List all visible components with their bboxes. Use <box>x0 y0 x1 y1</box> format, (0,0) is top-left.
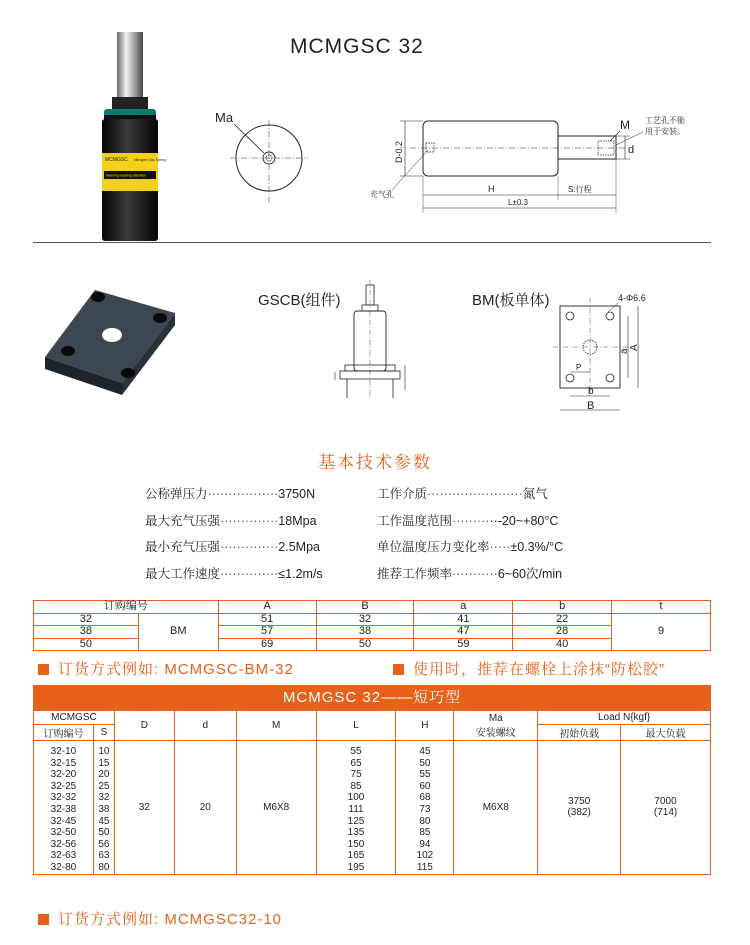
param-item: 工作介质·······················氮气 <box>377 487 548 501</box>
charge-hole-label: 充气孔 <box>370 190 394 199</box>
th-order-code: 订购编号 <box>34 601 219 614</box>
th-s: S <box>93 725 114 741</box>
gscb-label: GSCB(组件) <box>258 292 341 309</box>
cell-d: 20 <box>174 741 236 875</box>
param-item: 工作温度范围···········-20~+80°C <box>377 513 559 528</box>
cell-a-big: 69 <box>218 638 316 651</box>
th-d: d <box>174 711 236 741</box>
tip-line: 使用时，推荐在螺栓上涂抹“防松胶” <box>393 658 665 679</box>
param-item: 公称弹压力·················3750N <box>145 487 316 501</box>
ma-label: Ma <box>215 110 234 125</box>
th-mcmgsc: MCMGSC <box>34 711 115 725</box>
product-brand: MCMGSC <box>105 157 128 163</box>
th-a-big: A <box>218 601 316 614</box>
note-line-2: 用于安装。 <box>645 127 685 136</box>
param-item: 最小充气压强··············2.5Mpa <box>145 540 320 555</box>
th-D: D <box>114 711 174 741</box>
cell-init-load: 3750 (382) <box>538 741 621 875</box>
bm-plate-drawing <box>548 288 673 420</box>
divider-line <box>33 242 711 243</box>
ma-end-view-drawing <box>210 108 320 213</box>
gas-spring-photo <box>90 25 170 245</box>
th-t: t <box>612 601 711 614</box>
note-line-1: 工艺孔不能 <box>645 116 685 125</box>
th-M: M <box>236 711 316 741</box>
params-title: 基本技术参数 <box>318 453 432 472</box>
cell-max-load: 7000 (714) <box>621 741 711 875</box>
cell-model: BM <box>138 613 218 651</box>
table-header-row <box>34 711 711 725</box>
product-warning: Warning-reading attention <box>106 173 147 178</box>
th-code: 订购编号 <box>34 725 94 741</box>
bullet-square-icon <box>393 664 404 675</box>
bm-label: BM(板单体) <box>472 292 550 309</box>
bullet-square-icon <box>38 914 49 925</box>
th-a-small: a <box>414 601 513 614</box>
th-max-load: 最大负载 <box>621 725 711 741</box>
th-init-load: 初始负载 <box>538 725 621 741</box>
cell-L: 55 65 75 85 100 111 125 135 150 165 195 <box>316 741 396 875</box>
table-header-row <box>34 601 711 614</box>
dim-p: P <box>576 363 582 372</box>
th-b-big: B <box>316 601 414 614</box>
cell-b-small: 22 <box>513 613 612 626</box>
bullet-square-icon <box>38 664 49 675</box>
th-b-small: b <box>513 601 612 614</box>
product-caption: Nitrogen Gas Spring <box>134 158 166 162</box>
spec-table <box>33 710 711 875</box>
th-L: L <box>316 711 396 741</box>
th-load: Load N{kgf} <box>538 711 711 725</box>
cell-a-small: 41 <box>414 613 513 626</box>
cell-strokes: 10 15 20 25 32 38 45 50 56 63 80 <box>93 741 114 875</box>
table-row <box>34 613 711 626</box>
cell-a-big: 57 <box>218 626 316 639</box>
order-example-2: 订货方式例如: MCMGSC32-10 <box>38 908 282 929</box>
param-item: 最大充气压强··············18Mpa <box>145 513 317 528</box>
param-item: 推荐工作频率···········6~60次/min <box>377 566 563 581</box>
dim-b-big: B <box>587 400 595 412</box>
h-label: H <box>488 184 495 194</box>
mounting-plate-photo <box>40 285 180 400</box>
th-ma: Ma 安装螺纹 <box>454 711 538 741</box>
d02-label: D-0.2 <box>394 140 404 163</box>
plate-table <box>33 600 711 651</box>
table-row <box>34 626 711 639</box>
param-item: 最大工作速度··············≤1.2m/s <box>145 566 323 581</box>
hole-label: 4-Φ6.6 <box>618 293 646 303</box>
table-row <box>34 638 711 651</box>
cell-code: 32 <box>34 613 139 626</box>
cell-code: 38 <box>34 626 139 639</box>
cell-codes: 32-10 32-15 32-20 32-25 32-32 32-38 32-45 32-50 32-56 32-63 32-80 <box>34 741 94 875</box>
gscb-assembly-drawing <box>330 280 410 410</box>
stroke-label: S:行程 <box>568 185 592 194</box>
cell-t: 9 <box>612 613 711 651</box>
dim-b-small: b <box>588 386 594 397</box>
param-item: 单位温度压力变化率·····±0.3%/°C <box>377 540 564 555</box>
d-small-label: d <box>628 144 635 156</box>
cell-H: 45 50 55 60 68 73 80 85 94 102 115 <box>396 741 454 875</box>
cell-b-big: 32 <box>316 613 414 626</box>
cell-a-small: 47 <box>414 626 513 639</box>
table-row <box>34 741 711 875</box>
cell-b-big: 50 <box>316 638 414 651</box>
cell-a-small: 59 <box>414 638 513 651</box>
cell-D: 32 <box>114 741 174 875</box>
th-H: H <box>396 711 454 741</box>
dim-a-small: a <box>619 348 630 354</box>
l-label: L±0.3 <box>508 198 528 207</box>
series-banner: MCMGSC 32——短巧型 <box>33 685 711 710</box>
cell-b-small: 40 <box>513 638 612 651</box>
cell-ma: M6X8 <box>454 741 538 875</box>
order-example-1: 订货方式例如: MCMGSC-BM-32 <box>38 658 294 679</box>
cell-b-small: 28 <box>513 626 612 639</box>
cell-code: 50 <box>34 638 139 651</box>
m-label: M <box>620 118 630 132</box>
params-list <box>145 484 615 590</box>
cell-M: M6X8 <box>236 741 316 875</box>
cell-b-big: 38 <box>316 626 414 639</box>
cell-a-big: 51 <box>218 613 316 626</box>
dim-a-big: A <box>629 344 640 351</box>
side-view-drawing <box>360 105 705 217</box>
page-title: MCMGSC 32 <box>290 35 424 58</box>
